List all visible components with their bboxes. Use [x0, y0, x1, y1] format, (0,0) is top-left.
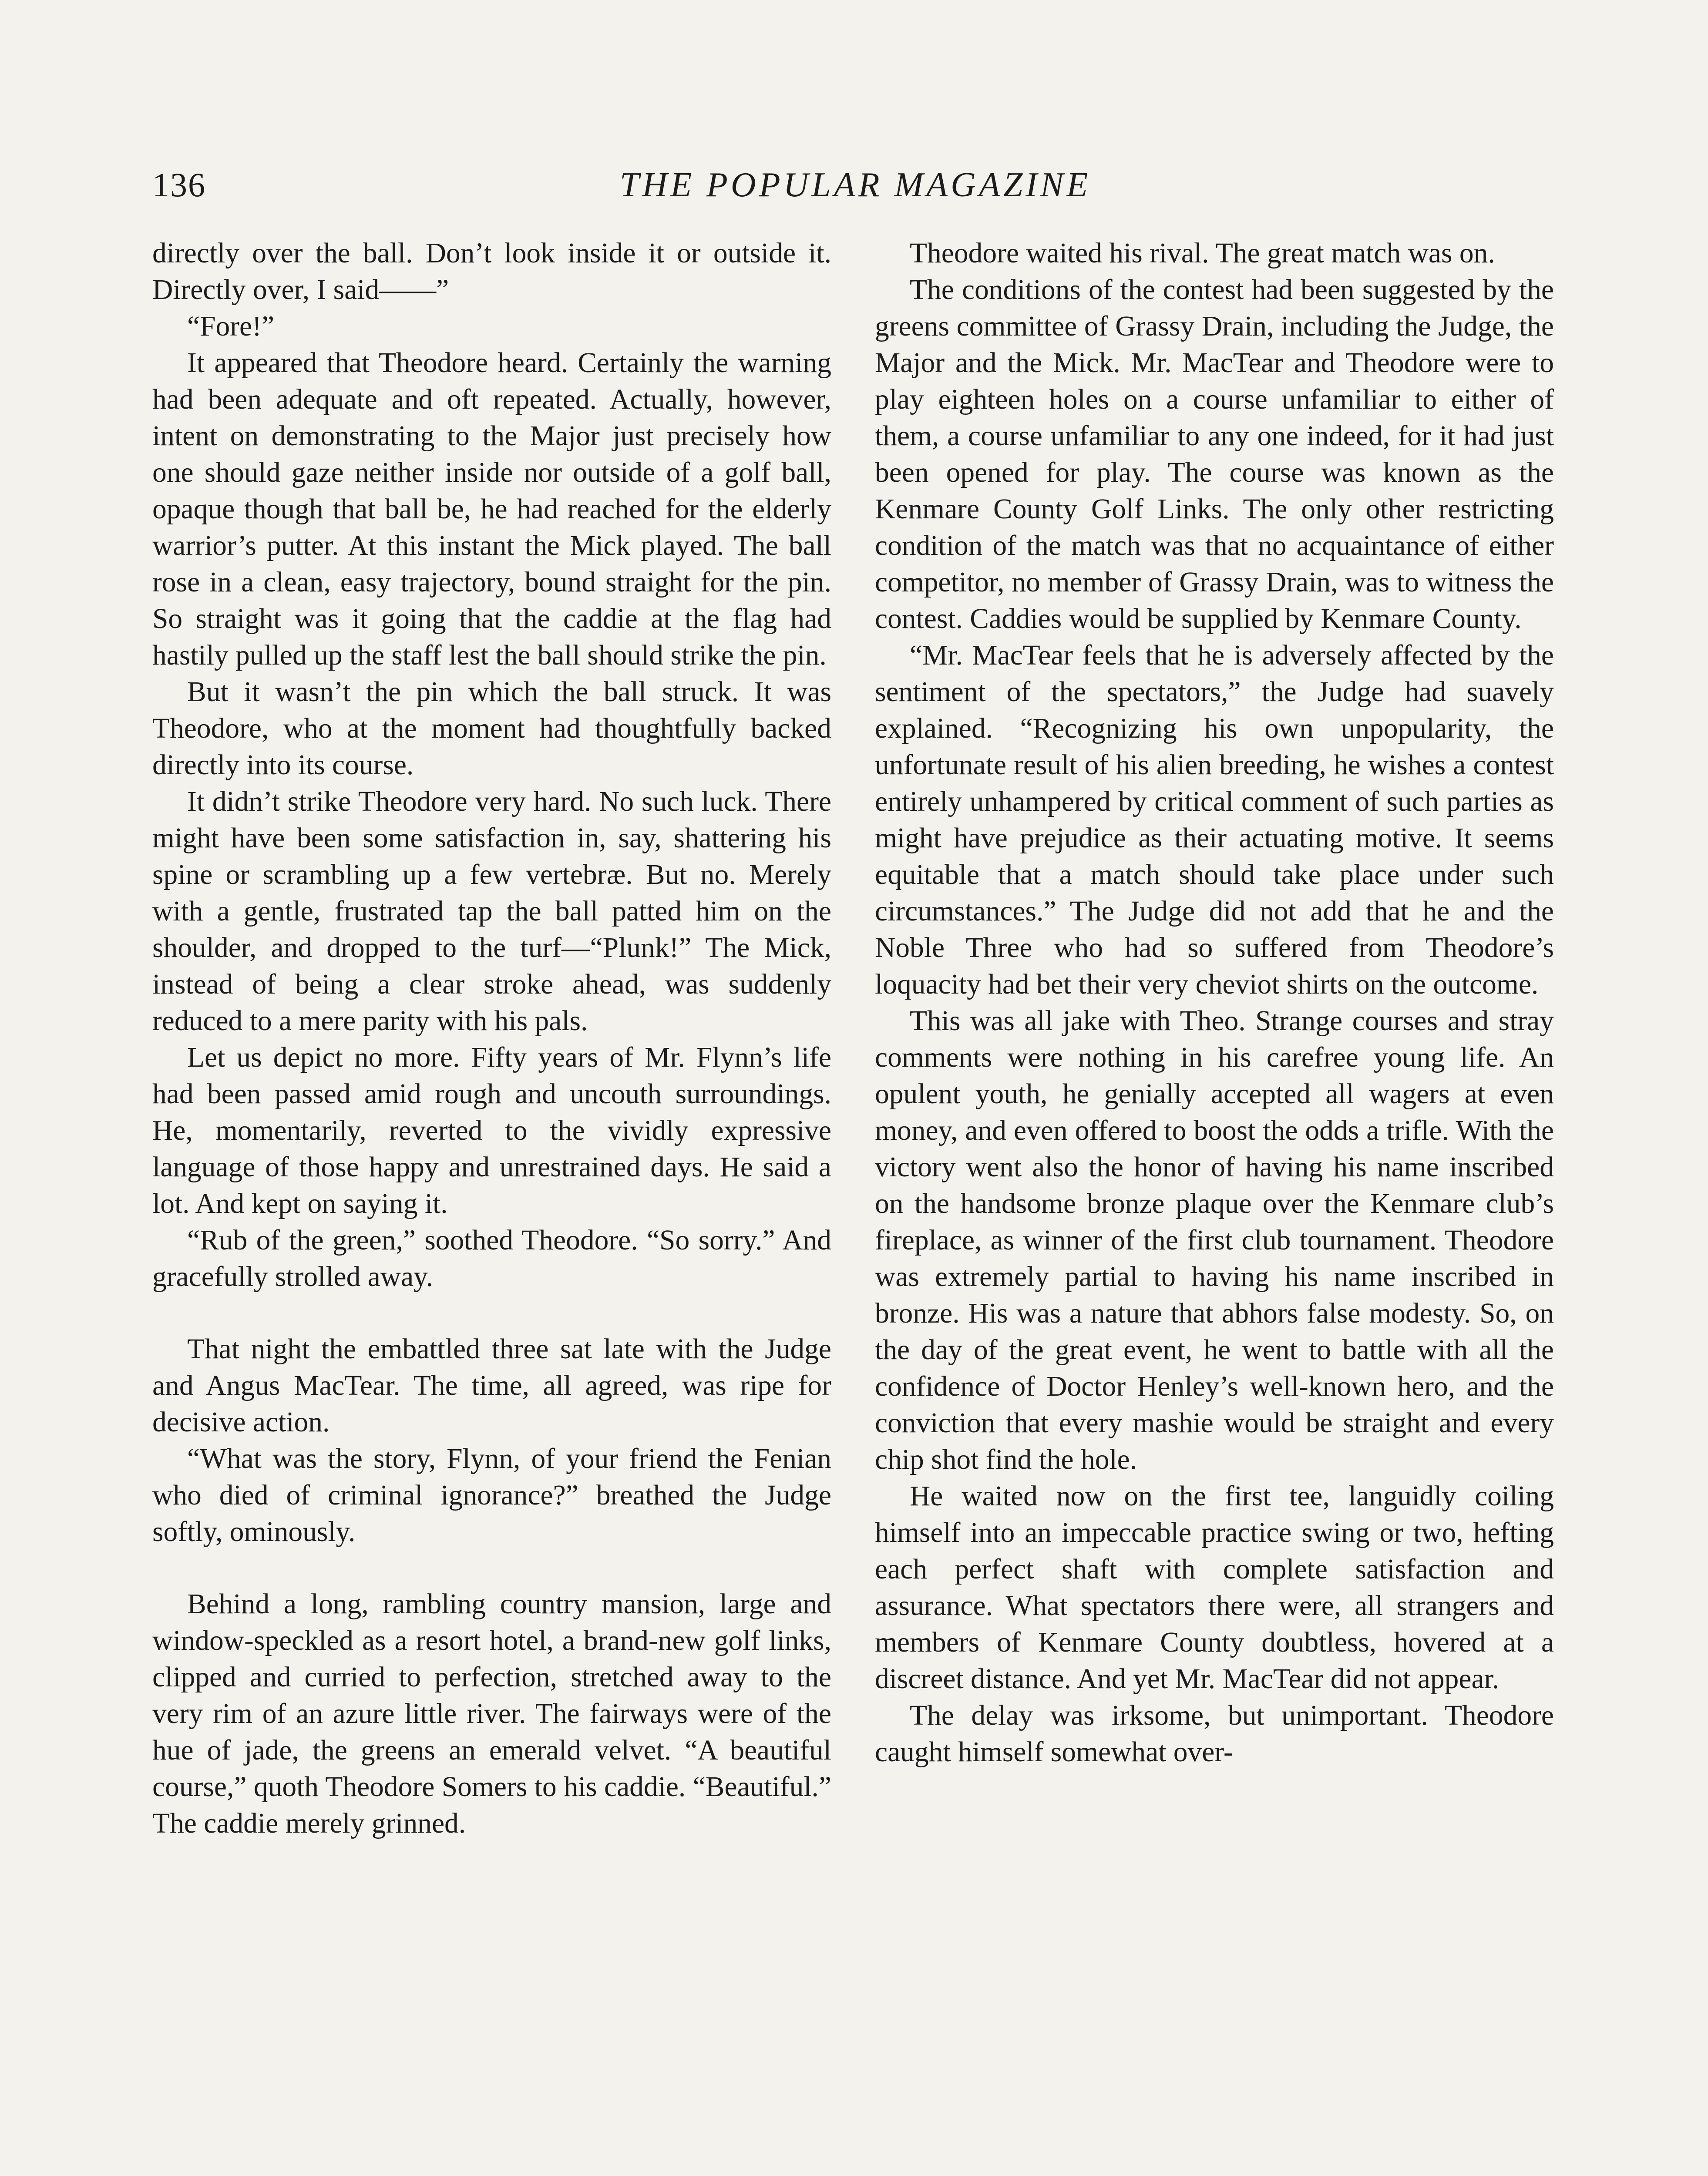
paragraph: “Mr. MacTear feels that he is adversely affected by the sentiment of the spectators,” the Judge had suavely explained. “Recognizing his own unpopularity, the unfortunate result of his alien breeding, he wishes a contest entirely unhampered by critical comment of such parties as might have prejudice as their actuating motive. It seems equitable that a match should take place under such circumstances.” The Judge did not add that he and the Noble Three who had so suffered from Theodore’s loquacity had bet their very cheviot shirts on the outcome. — [875, 640, 1554, 1000]
paragraph: This was all jake with Theo. Strange courses and stray comments were nothing in his carefree young life. An opulent youth, he genially accepted all wagers at even money, and even offered to boost the odds a trifle. With the victory went also the honor of having his name inscribed on the handsome bronze plaque over the Kenmare club’s fireplace, as winner of the first club tournament. Theodore was extremely partial to having his name inscribed in bronze. His was a nature that abhors false modesty. So, on the day of the great event, he went to battle with all the confidence of Doctor Henley’s well-known hero, and the conviction that every mashie would be straight and every chip shot find the hole. — [875, 1005, 1554, 1475]
paragraph: He waited now on the first tee, languidly coiling himself into an impeccable practice swing or two, hefting each perfect shaft with complete satisfaction and assurance. What spectators there were, all strangers and members of Kenmare County doubtless, hovered at a discreet distance. And yet Mr. MacTear did not appear. — [875, 1481, 1554, 1695]
paragraph: “What was the story, Flynn, of your friend the Fenian who died of criminal ignorance?” breathed the Judge softly, ominously. — [152, 1443, 831, 1548]
paragraph: “Rub of the green,” soothed Theodore. “So sorry.” And gracefully strolled away. — [152, 1225, 831, 1293]
paragraph: “Fore!” — [187, 311, 275, 342]
right-column — [875, 235, 1554, 1770]
paragraph: The conditions of the contest had been suggested by the greens committee of Grassy Drain, including the Judge, the Major and the Mick. Mr. MacTear and Theodore were to play eighteen holes on a course unfamiliar to either of them, a course unfamiliar to any one indeed, for it had just been opened for play. The course was known as the Kenmare County Golf Links. The only other restricting condition of the match was that no acquaintance of either competitor, no member of Grassy Drain, was to witness the contest. Caddies would be supplied by Kenmare County. — [875, 274, 1554, 635]
paragraph: It appeared that Theodore heard. Certainly the warning had been adequate and oft repeated. Actually, however, intent on demonstrating to the Major just precisely how one should gaze neither inside nor outside of a golf ball, opaque though that ball be, he had reached for the elderly warrior’s putter. At this instant the Mick played. The ball rose in a clean, easy trajectory, bound straight for the pin. So straight was it going that the caddie at the flag had hastily pulled up the staff lest the ball should strike the pin. — [152, 347, 831, 671]
paragraph: That night the embattled three sat late with the Judge and Angus MacTear. The time, all agreed, was ripe for decisive action. — [152, 1333, 831, 1438]
running-head: THE POPULAR MAGAZINE — [619, 166, 1091, 204]
paragraph: directly over the ball. Don’t look inside it or outside it. Directly over, I said——” — [152, 238, 831, 306]
paragraph: It didn’t strike Theodore very hard. No such luck. There might have been some satisfaction in, say, shattering his spine or scrambling up a few vertebræ. But no. Merely with a gentle, frustrated tap the ball patted him on the shoulder, and dropped to the turf—“Plunk!” The Mick, instead of being a clear stroke ahead, was suddenly reduced to a mere parity with his pals. — [152, 786, 831, 1037]
paragraph: Behind a long, rambling country mansion, large and window-speckled as a resort hotel, a brand-new golf links, clipped and curried to perfection, stretched away to the very rim of an azure little river. The fairways were of the hue of jade, the greens an emerald velvet. “A beautiful course,” quoth Theodore Somers to his caddie. “Beautiful.” The caddie merely grinned. — [152, 1588, 831, 1839]
paragraph: Let us depict no more. Fifty years of Mr. Flynn’s life had been passed amid rough and uncouth surroundings. He, momentarily, reverted to the vividly expressive language of those happy and unrestrained days. He said a lot. And kept on saying it. — [152, 1042, 831, 1219]
left-column — [152, 235, 831, 1842]
paragraph: Theodore waited his rival. The great match was on. — [910, 238, 1495, 269]
page-number: 136 — [152, 166, 206, 204]
page-header — [152, 165, 1558, 218]
paragraph: The delay was irksome, but unimportant. Theodore caught himself somewhat over- — [875, 1700, 1554, 1768]
paragraph: But it wasn’t the pin which the ball struck. It was Theodore, who at the moment had thoughtfully backed directly into its course. — [152, 676, 831, 781]
